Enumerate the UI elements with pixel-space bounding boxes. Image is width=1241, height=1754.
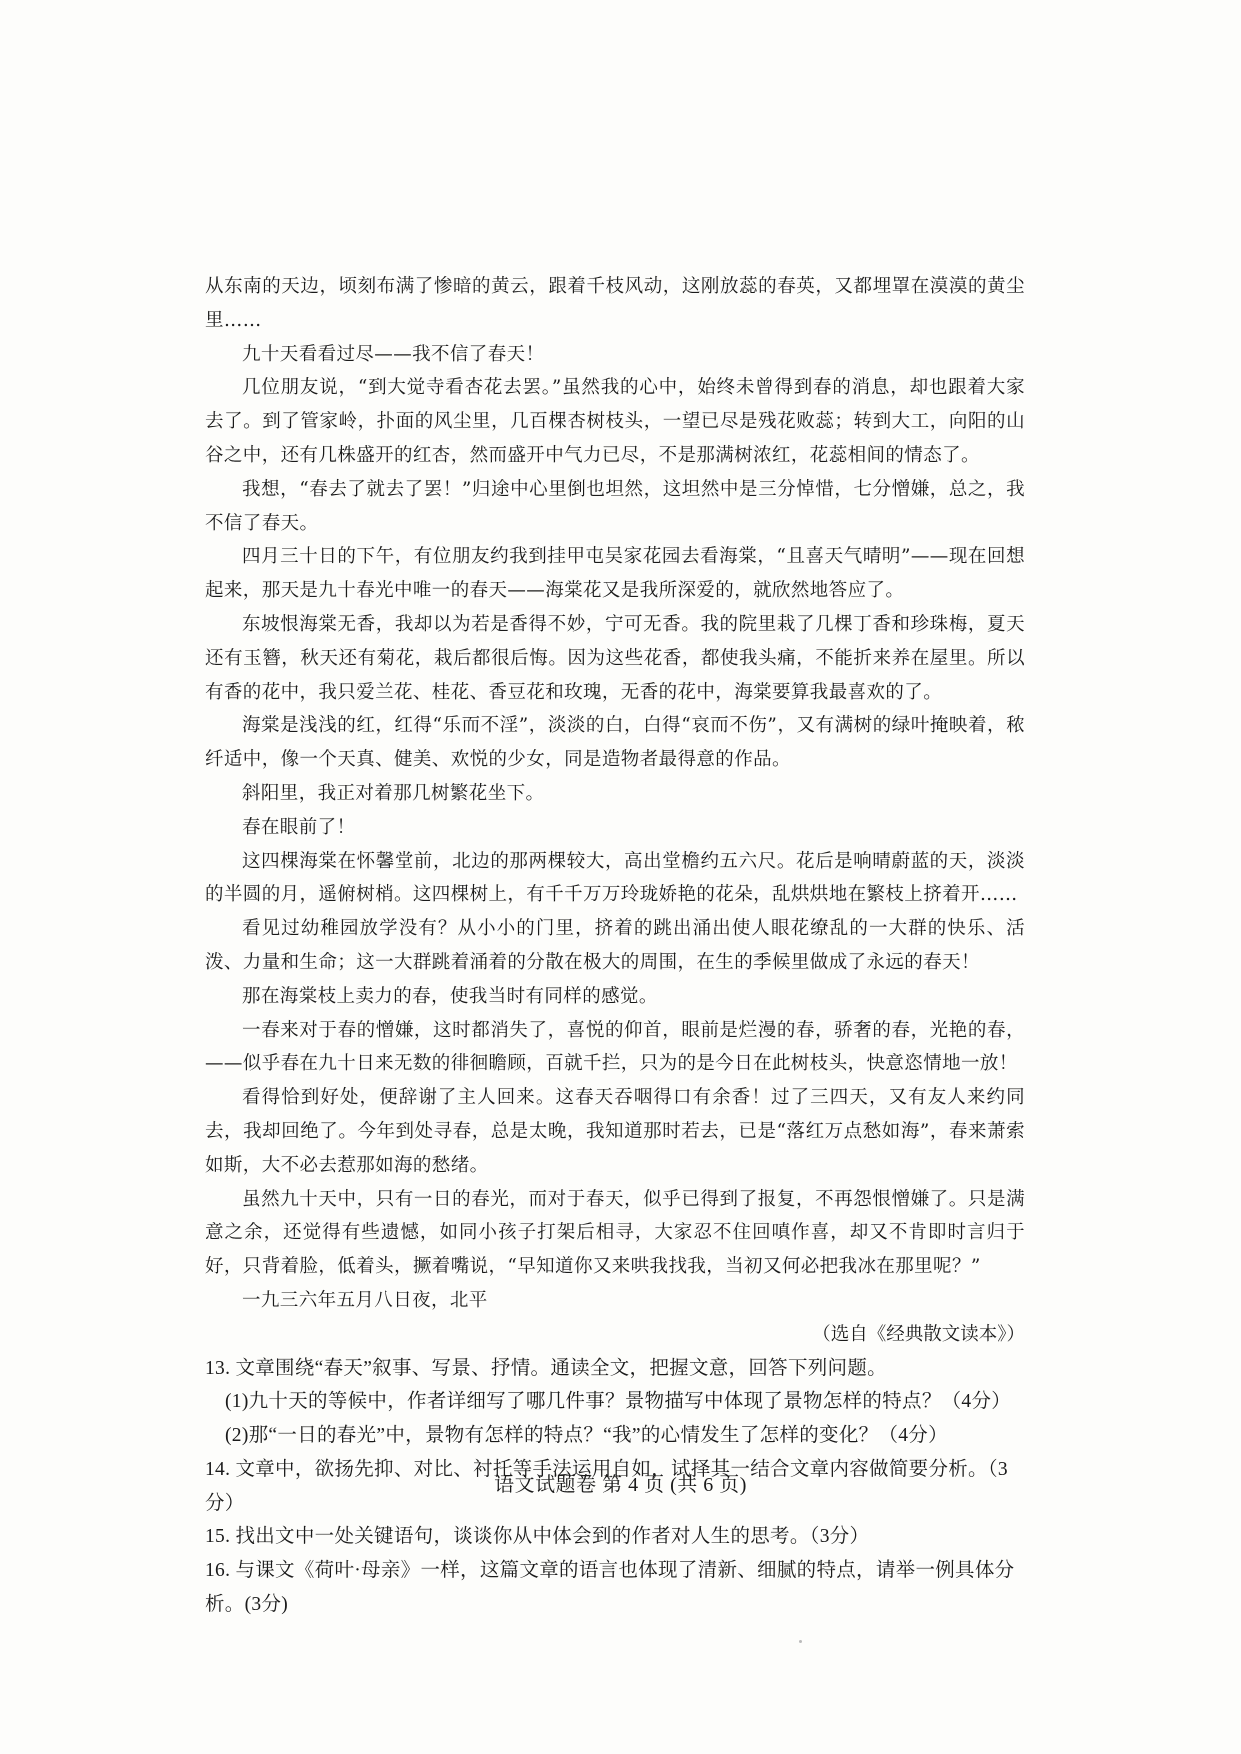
- passage-paragraph: 海棠是浅浅的红，红得“乐而不淫”，淡淡的白，白得“哀而不伤”，又有满树的绿叶掩映着，秾纤适中，像一个天真、健美、欢悦的少女，同是造物者最得意的作品。: [205, 715, 1025, 771]
- reading-passage: [205, 270, 1025, 1318]
- passage-paragraph: 一九三六年五月八日夜，北平: [242, 1289, 488, 1311]
- scan-speck: [799, 1640, 802, 1643]
- question: 13. 文章围绕“春天”叙事、写景、抒情。通读全文，把握文意，回答下列问题。: [205, 1357, 887, 1379]
- exam-page-body: [205, 270, 1025, 1622]
- sub-question: (1)九十天的等候中，作者详细写了哪几件事？景物描写中体现了景物怎样的特点？（4分）: [225, 1391, 1012, 1413]
- passage-paragraph: 从东南的天边，顷刻布满了惨暗的黄云，跟着千枝风动，这刚放蕊的春英，又都埋罩在漠漠的黄尘里……: [205, 276, 1025, 331]
- passage-paragraph: 那在海棠枝上卖力的春，使我当时有同样的感觉。: [242, 985, 658, 1007]
- question: 15. 找出文中一处关键语句，谈谈你从中体会到的作者对人生的思考。（3分）: [205, 1526, 870, 1548]
- question: 16. 与课文《荷叶·母亲》一样，这篇文章的语言也体现了清新、细腻的特点，请举一例具体分析。(3分): [205, 1560, 1015, 1616]
- passage-paragraph: 四月三十日的下午，有位朋友约我到挂甲屯吴家花园去看海棠，“且喜天气晴明”——现在回想起来，那天是九十春光中唯一的春天——海棠花又是我所深爱的，就欣然地答应了。: [205, 546, 1025, 602]
- passage-paragraph: 看见过幼稚园放学没有？从小小的门里，挤着的跳出涌出使人眼花缭乱的一大群的快乐、活泼、力量和生命；这一大群跳着涌着的分散在极大的周围，在生的季候里做成了永远的春天！: [205, 918, 1025, 973]
- passage-paragraph: 虽然九十天中，只有一日的春光，而对于春天，似乎已得到了报复，不再怨恨憎嫌了。只是满意之余，还觉得有些遗憾，如同小孩子打架后相寻，大家忍不住回嗔作喜，却又不肯即时言归于好，只背着脸，低着头，撅着嘴说，“早知道你又来哄我找我，当初又何必把我冰在那里呢？”: [205, 1188, 1025, 1278]
- passage-paragraph: 看得恰到好处，便辞谢了主人回来。这春天吞咽得口有余香！过了三四天，又有友人来约同去，我却回绝了。今年到处寻春，总是太晚，我知道那时若去，已是“落红万点愁如海”，春来萧索如斯，大不必去惹那如海的愁绪。: [205, 1087, 1025, 1176]
- passage-paragraph: 东坡恨海棠无香，我却以为若是香得不妙，宁可无香。我的院里栽了几棵丁香和珍珠梅，夏天还有玉簪，秋天还有菊花，栽后都很后悔。因为这些花香，都使我头痛，不能折来养在屋里。所以有香的花中，我只爱兰花、桂花、香豆花和玫瑰，无香的花中，海棠要算我最喜欢的了。: [205, 613, 1025, 703]
- passage-paragraph: 几位朋友说，“到大觉寺看杏花去罢。”虽然我的心中，始终未曾得到春的消息，却也跟着大家去了。到了管家岭，扑面的风尘里，几百棵杏树枝头，一望已尽是残花败蕊；转到大工，向阳的山谷之中，还有几株盛开的红杏，然而盛开中气力已尽，不是那满树浓红，花蕊相间的情态了。: [205, 377, 1025, 466]
- question: 14. 文章中，欲扬先抑、对比、衬托等手法运用自如，试择其一结合文章内容做简要分析。（3分）: [205, 1458, 1008, 1514]
- passage-paragraph: 九十天看看过尽——我不信了春天！: [242, 343, 545, 365]
- passage-paragraph: 这四棵海棠在怀馨堂前，北边的那两棵较大，高出堂檐约五六尺。花后是响晴蔚蓝的天，淡淡的半圆的月，遥俯树梢。这四棵树上，有千千万万玲珑娇艳的花朵，乱烘烘地在繁枝上挤着开……: [205, 850, 1025, 906]
- passage-paragraph: 斜阳里，我正对着那几树繁花坐下。: [242, 782, 545, 804]
- passage-paragraph: 一春来对于春的憎嫌，这时都消失了，喜悦的仰首，眼前是烂漫的春，骄奢的春，光艳的春，——似乎春在九十日来无数的徘徊瞻顾，百就千拦，只为的是今日在此树枝头，快意恣情地一放！: [205, 1019, 1025, 1075]
- sub-question: (2)那“一日的春光”中，景物有怎样的特点？“我”的心情发生了怎样的变化？（4分）: [225, 1425, 948, 1447]
- passage-paragraph: 春在眼前了！: [242, 816, 356, 838]
- page-footer: 语文试题卷 第 4 页 (共 6 页): [494, 1474, 747, 1496]
- passage-source: （选自《经典散文读本》）: [812, 1323, 1025, 1345]
- passage-paragraph: 我想，“春去了就去了罢！”归途中心里倒也坦然，这坦然中是三分悼惜，七分憎嫌，总之，我不信了春天。: [205, 478, 1025, 534]
